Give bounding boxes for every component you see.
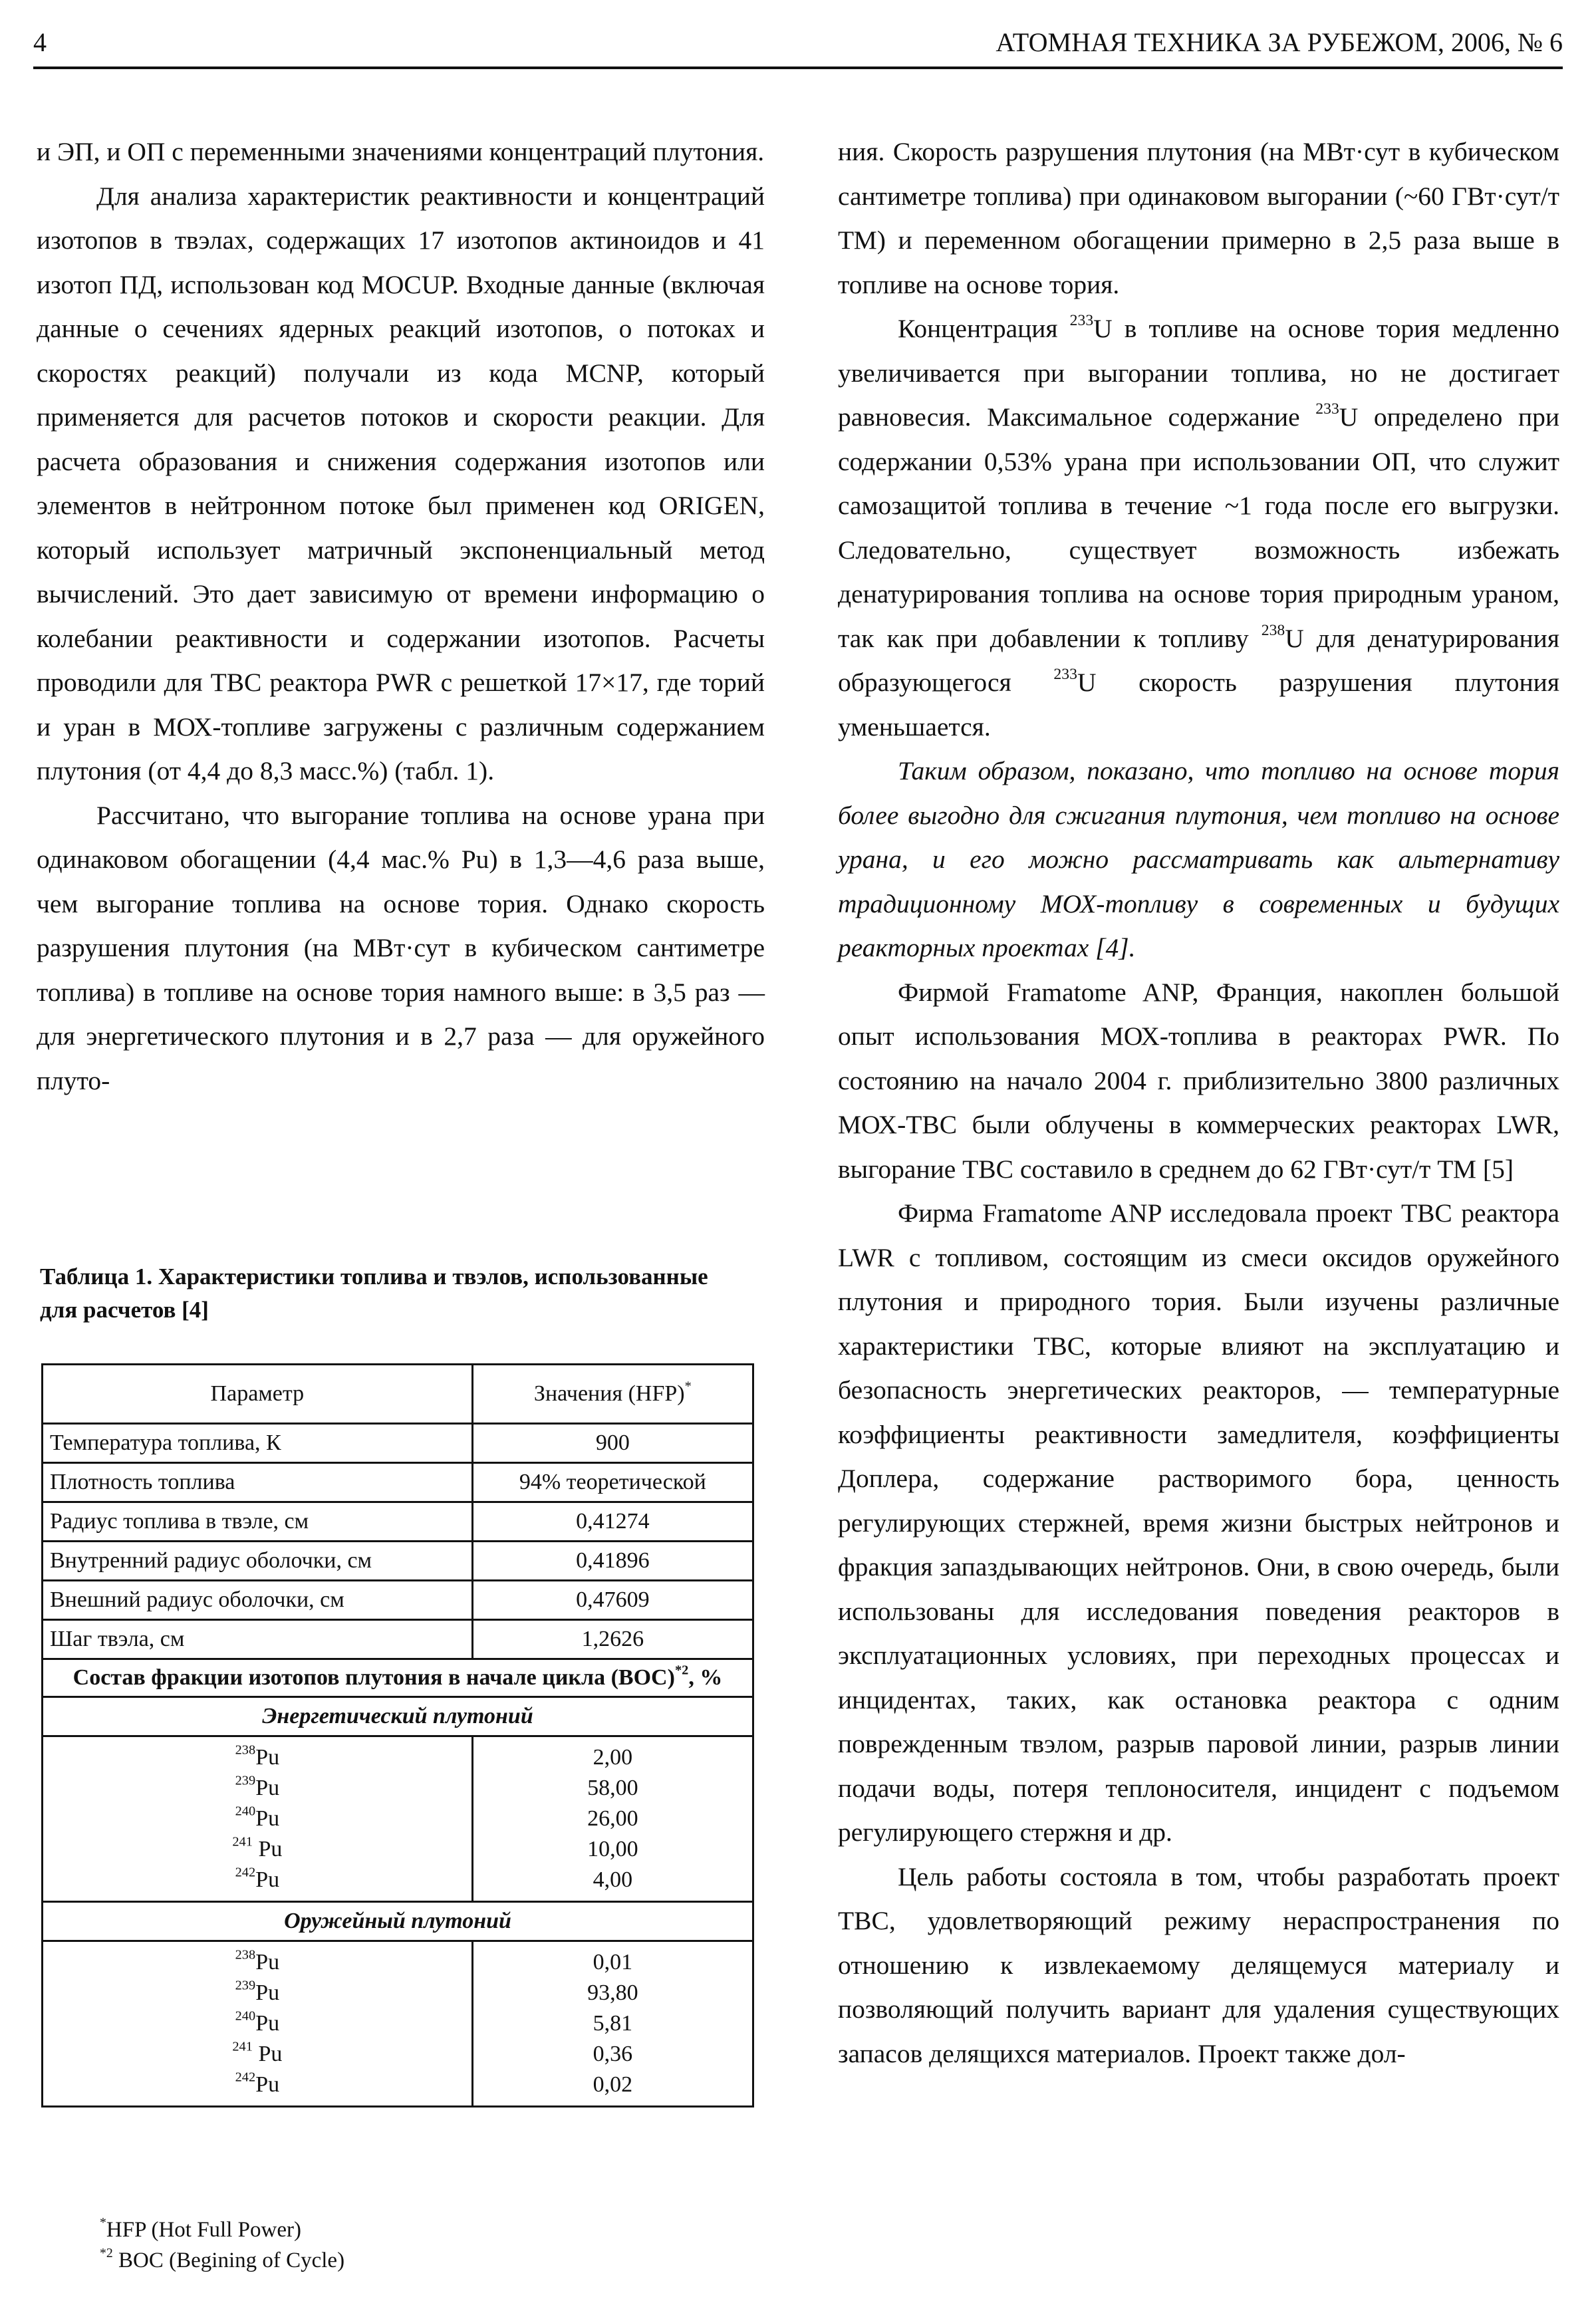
- table-row: [43, 1620, 753, 1659]
- value-cell: 0,41896: [472, 1542, 753, 1581]
- subsection-row: [43, 1697, 753, 1736]
- paragraph: [838, 1855, 1559, 2076]
- footnote: *HFP (Hot Full Power): [100, 2215, 301, 2242]
- isotope-group-row: [43, 1736, 753, 1902]
- left-column: [37, 130, 765, 1103]
- value-cell: 900: [472, 1424, 753, 1463]
- table-caption: Таблица 1. Характеристики топлива и твэлов, использованные для расчетов [4]: [40, 1264, 708, 1323]
- paragraph: Концентрация $^{233}$U в топливе на основе тория медленно увеличивается при выгорании топлива, но не достигает равновесия. Максимальное содержание $^{233}$U определено при содержании 0,53% урана при использовании ОП, что служит самозащитой топлива в течение ~1 года после его выгрузки. Следовательно, существует возможность избежать денатурирования топлива на основе тория природным ураном, так как при добавлении к топливу $^{238}$U для денатурирования образующегося $^{233}$U скорость разрушения плутония уменьшается.: [838, 312, 1559, 742]
- paragraph-text: Цель работы состояла в том, чтобы разработать проект ТВС, удовлетворяющий режиму нераспространения по отношению к извлекаемому делящемуся материалу и позволяющий получить вариант для удаления существующих запасов делящихся материалов. Проект также дол-: [838, 1861, 1559, 2068]
- column-header-parameter: Параметр: [43, 1365, 473, 1424]
- right-column: [838, 130, 1559, 2076]
- paragraph: [37, 174, 765, 793]
- reactor-grade-title: Энергетический плутоний: [43, 1697, 753, 1736]
- isotope-list: $^{238}$Pu $^{239}$Pu $^{240}$Pu $^{241}$ Pu $^{242}$Pu: [43, 1941, 473, 2107]
- isotope-list: $^{238}$Pu $^{239}$Pu $^{240}$Pu $^{241}$ Pu $^{242}$Pu: [43, 1736, 473, 1902]
- paragraph-text: Для анализа характеристик реактивности и концентраций изотопов в твэлах, содержащих 17 изотопов актиноидов и 41 изотоп ПД, использован код MOCUP. Входные данные (включая данные о сечениях ядерных реакций изотопов, о потоках и скоростях реакций) получали из кода MCNP, который применяется для расчетов потоков и скорости реакции. Для расчета образования и снижения содержания изотопов или элементов в нейтронном потоке был применен код ORIGEN, который использует матричный экспоненциальный метод вычислений. Это дает зависимую от времени информацию о колебании реактивности и содержании изотопов. Расчеты проводили для ТВС реактора PWR с решеткой 17×17, где торий и уран в МОХ-топливе загружены с различным содержанием плутония (от 4,4 до 8,3 масс.%) (табл. 1).: [37, 181, 765, 785]
- param-cell: Шаг твэла, см: [43, 1620, 473, 1659]
- isotope-values: 0,01 93,80 5,81 0,36 0,02: [472, 1941, 753, 2107]
- conclusion-paragraph: [838, 749, 1559, 970]
- table-header-row: [43, 1365, 753, 1424]
- isotope-values: 2,00 58,00 26,00 10,00 4,00: [472, 1736, 753, 1902]
- value-cell: 0,41274: [472, 1502, 753, 1542]
- paragraph: [838, 1191, 1559, 1855]
- fuel-characteristics-table: [41, 1363, 754, 2107]
- param-cell: Плотность топлива: [43, 1463, 473, 1502]
- param-cell: Внешний радиус оболочки, см: [43, 1581, 473, 1620]
- paragraph-text: и ЭП, и ОП с переменными значениями концентраций плутония.: [37, 137, 765, 166]
- table-row: [43, 1542, 753, 1581]
- section-title: Состав фракции изотопов плутония в начале цикла (BOC)$^{*2}$, %: [43, 1659, 753, 1697]
- paragraph: [37, 130, 765, 174]
- section-header-row: [43, 1659, 753, 1697]
- paragraph-text: Рассчитано, что выгорание топлива на основе урана при одинаковом обогащении (4,4 мас.% Pu) в 1,3—4,6 раза выше, чем выгорание топлива на основе тория. Однако скорость разрушения плутония (на МВт·сут в кубическом сантиметре топлива) в топливе на основе тория намного выше: в 3,5 раз — для энергетического плутония и в 2,7 раза — для оружейного плуто-: [37, 800, 765, 1095]
- table-row: [43, 1424, 753, 1463]
- table-footnotes: [100, 2215, 344, 2276]
- header-rule: [33, 67, 1563, 69]
- paragraph: [838, 130, 1559, 307]
- column-header-value: Значения (HFP)*: [472, 1365, 753, 1424]
- paragraph-text: ния. Скорость разрушения плутония (на МВт·сут в кубическом сантиметре топлива) при одинаковом выгорании (~60 ГВт·сут/т ТМ) и переменном обогащении примерно в 2,5 раза выше в топливе на основе тория.: [838, 137, 1559, 299]
- value-cell: 1,2626: [472, 1620, 753, 1659]
- table-row: [43, 1502, 753, 1542]
- weapons-grade-title: Оружейный плутоний: [43, 1902, 753, 1941]
- table-row: [43, 1581, 753, 1620]
- page-number: 4: [33, 27, 47, 57]
- subsection-row: [43, 1902, 753, 1941]
- param-cell: Радиус топлива в твэле, см: [43, 1502, 473, 1542]
- value-cell: 0,47609: [472, 1581, 753, 1620]
- footnote: $^{*2}$ BOC (Begining of Cycle): [100, 2246, 345, 2272]
- isotope-group-row: [43, 1941, 753, 2107]
- paragraph: [838, 970, 1559, 1192]
- paragraph: [37, 793, 765, 1103]
- value-cell: 94% теоретической: [472, 1463, 753, 1502]
- table-row: [43, 1463, 753, 1502]
- paragraph-text: Фирмой Framatome ANP, Франция, накоплен большой опыт использования МОХ-топлива в реакторах PWR. По состоянию на начало 2004 г. приблизительно 3800 различных МОХ-ТВС были облучены в коммерческих реакторах LWR, выгорание ТВС составило в среднем до 62 ГВт·сут/т ТМ [5]: [838, 977, 1559, 1184]
- paragraph-text: Таким образом, показано, что топливо на основе тория более выгодно для сжигания плутония, чем топливо на основе урана, и его можно рассматривать как альтернативу традиционному МОХ-топливу в современных и будущих реакторных проектах [4].: [838, 756, 1559, 962]
- param-cell: Внутренний радиус оболочки, см: [43, 1542, 473, 1581]
- journal-title: АТОМНАЯ ТЕХНИКА ЗА РУБЕЖОМ, 2006, № 6: [996, 27, 1563, 57]
- running-header: [33, 27, 1563, 67]
- param-cell: Температура топлива, К: [43, 1424, 473, 1463]
- paragraph-text: Фирма Framatome ANP исследовала проект ТВС реактора LWR с топливом, состоящим из смеси оксидов оружейного плутония и природного тория. Были изучены различные характеристики ТВС, которые влияют на эксплуатацию и безопасность энергетических реакторов, — температурные коэффициенты реактивности замедлителя, коэффициенты Доплера, содержание растворимого бора, ценность регулирующих стержней, время жизни быстрых нейтронов и фракция запаздывающих нейтронов. Они, в свою очередь, были использованы для исследования поведения реакторов в эксплуатационных условиях, при переходных процессах и инцидентах, таких, как остановка реактора с одним поврежденным твэлом, разрыв паровой линии, разрыв линии подачи воды, потеря теплоносителя, инцидент с подъемом регулирующего стержня и др.: [838, 1198, 1559, 1847]
